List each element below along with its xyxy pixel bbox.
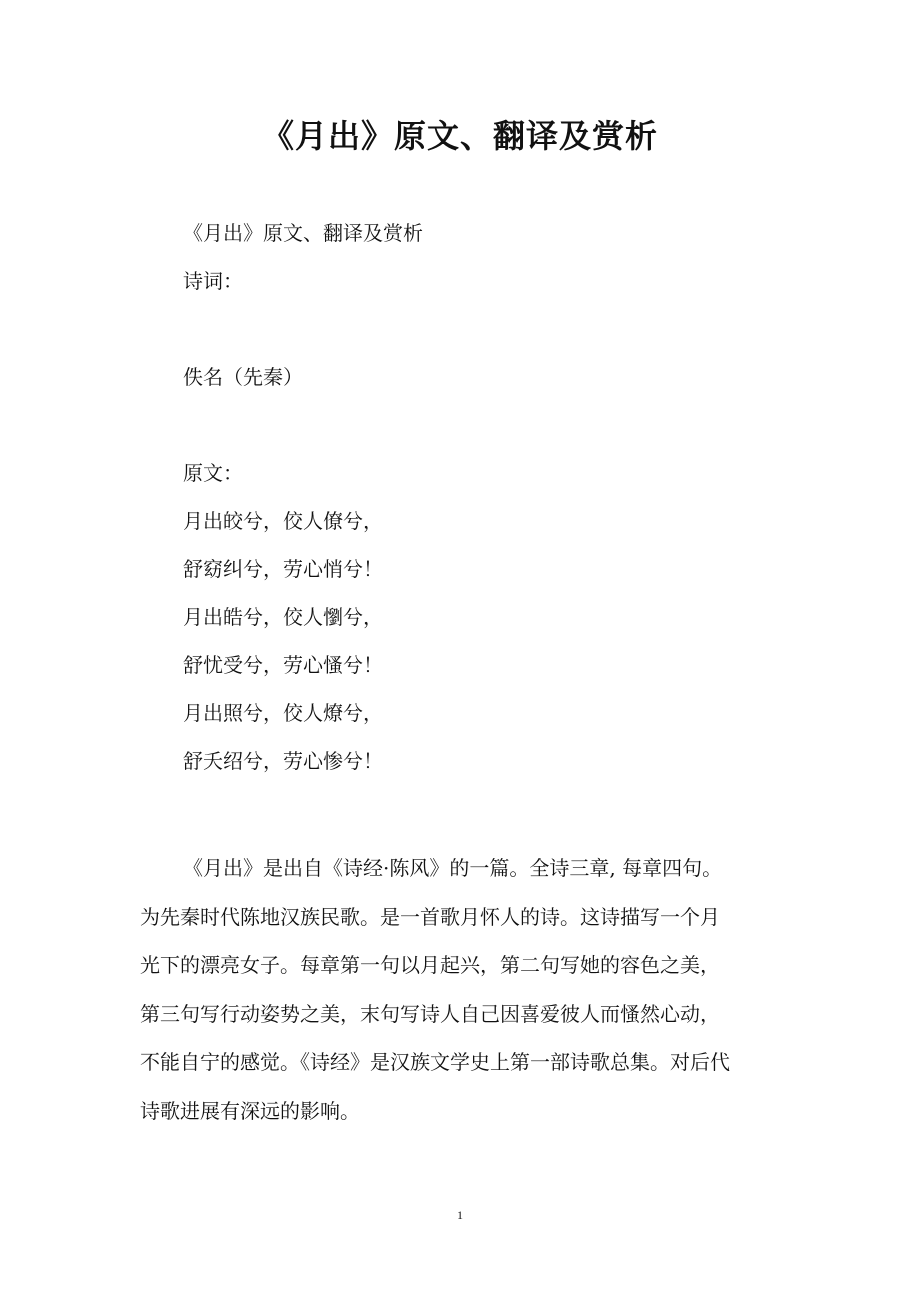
verse-line: 月出照兮，佼人燎兮， [183, 701, 383, 725]
poem-label: 诗词： [183, 269, 243, 293]
verse-line: 月出皎兮，佼人僚兮， [183, 509, 383, 533]
document-title: 《月出》原文、翻译及赏析 [261, 117, 658, 155]
verse-line: 舒忧受兮，劳心慅兮！ [183, 653, 383, 677]
paragraph-line: 光下的漂亮女子。每章第一句以月起兴，第二句写她的容色之美， [140, 953, 720, 977]
paragraph-line: 《月出》是出自《诗经·陈风》的一篇。全诗三章, 每章四句。 [183, 856, 723, 880]
paragraph-line: 为先秦时代陈地汉族民歌。是一首歌月怀人的诗。这诗描写一个月 [140, 904, 720, 929]
paragraph-line: 诗歌进展有深远的影响。 [140, 1098, 360, 1123]
verse-line: 舒窈纠兮，劳心悄兮！ [183, 557, 383, 581]
subtitle-line: 《月出》原文、翻译及赏析 [183, 221, 423, 245]
verse-line: 舒夭绍兮，劳心惨兮！ [183, 749, 383, 773]
page-number: 1 [457, 1208, 463, 1222]
verse-line: 月出皓兮，佼人懰兮， [183, 605, 383, 629]
paragraph-line: 不能自宁的感觉。《诗经》是汉族文学史上第一部诗歌总集。对后代 [140, 1050, 730, 1074]
analysis-paragraph [140, 844, 780, 1135]
paragraph-line: 第三句写行动姿势之美，末句写诗人自己因喜爱彼人而慅然心动， [140, 1001, 720, 1026]
author-line: 佚名（先秦） [183, 365, 303, 389]
original-label: 原文： [183, 461, 243, 485]
